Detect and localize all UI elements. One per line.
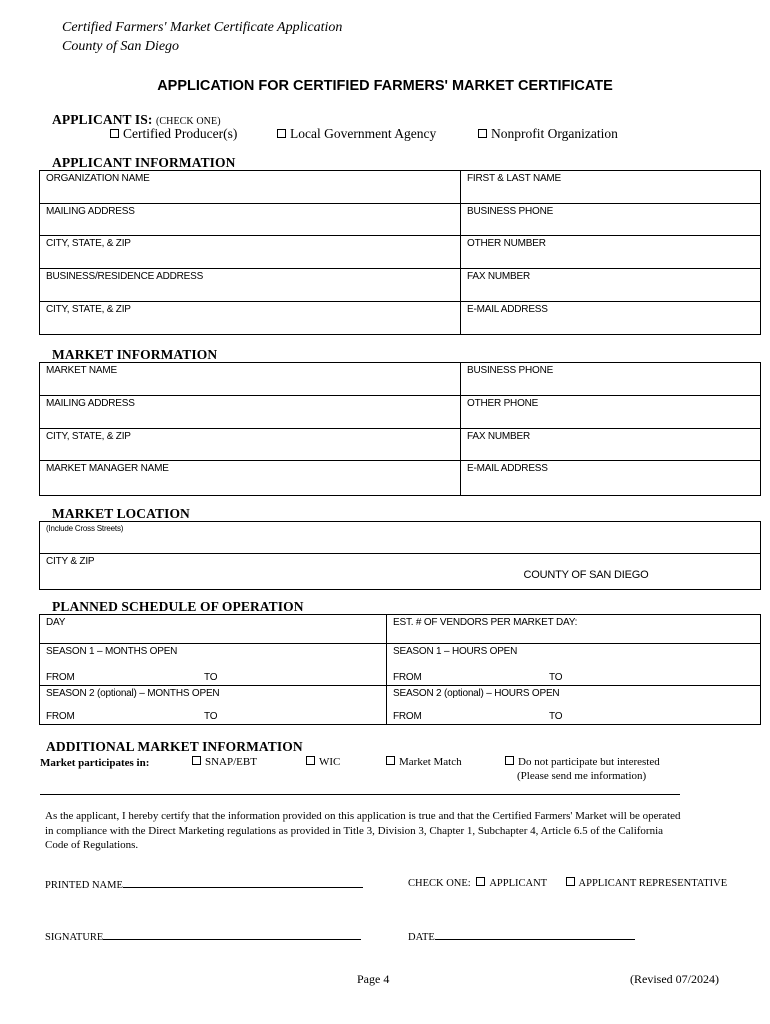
from-label: FROM bbox=[46, 711, 75, 722]
field-city-state-zip[interactable]: CITY, STATE, & ZIP bbox=[40, 236, 461, 269]
applicant-label: APPLICANT bbox=[489, 878, 547, 889]
representative-label: APPLICANT REPRESENTATIVE bbox=[578, 878, 728, 889]
additional-heading: ADDITIONAL MARKET INFORMATION bbox=[46, 739, 303, 754]
to-label: TO bbox=[204, 672, 218, 683]
page-number: Page 4 bbox=[357, 972, 390, 986]
revised-date: (Revised 07/2024) bbox=[630, 972, 719, 986]
applicant-is-label: APPLICANT IS: bbox=[52, 112, 153, 127]
field-vendors[interactable]: EST. # OF VENDORS PER MARKET DAY: bbox=[387, 615, 761, 644]
field-location-city-zip[interactable] bbox=[40, 554, 761, 590]
from-label: FROM bbox=[46, 672, 75, 683]
checkbox-icon[interactable] bbox=[505, 756, 514, 765]
to-label: TO bbox=[549, 711, 563, 722]
to-label: TO bbox=[549, 672, 563, 683]
date-label: DATE bbox=[408, 932, 435, 943]
field-business-residence-address[interactable]: BUSINESS/RESIDENCE ADDRESS bbox=[40, 269, 461, 302]
applicant-info-table bbox=[39, 170, 761, 335]
field-market-other-phone[interactable]: OTHER PHONE bbox=[461, 396, 761, 429]
season2-months-label: SEASON 2 (optional) – MONTHS OPEN bbox=[46, 688, 220, 699]
signature-label: SIGNATURE bbox=[45, 932, 104, 943]
field-market-city-state-zip[interactable]: CITY, STATE, & ZIP bbox=[40, 429, 461, 461]
checkbox-icon[interactable] bbox=[277, 129, 286, 138]
option-label: Certified Producer(s) bbox=[123, 126, 238, 141]
option-label: Nonprofit Organization bbox=[491, 126, 618, 141]
option-label: Do not participate but interested bbox=[518, 756, 660, 768]
option-wic[interactable] bbox=[306, 756, 340, 768]
checkbox-icon[interactable] bbox=[476, 877, 485, 886]
printed-name-line[interactable] bbox=[123, 878, 363, 888]
participates-label: Market participates in: bbox=[40, 757, 150, 769]
field-market-email-address[interactable]: E-MAIL ADDRESS bbox=[461, 461, 761, 496]
field-email-address[interactable]: E-MAIL ADDRESS bbox=[461, 302, 761, 335]
field-market-mailing-address[interactable]: MAILING ADDRESS bbox=[40, 396, 461, 429]
field-mailing-address[interactable]: MAILING ADDRESS bbox=[40, 204, 461, 236]
market-info-heading: MARKET INFORMATION bbox=[52, 347, 218, 362]
page-title: APPLICATION FOR CERTIFIED FARMERS' MARKET CERTIFICATE bbox=[157, 78, 613, 94]
market-location-table bbox=[39, 521, 761, 590]
field-other-number[interactable]: OTHER NUMBER bbox=[461, 236, 761, 269]
schedule-table bbox=[39, 614, 761, 725]
from-label: FROM bbox=[393, 672, 422, 683]
date-line[interactable] bbox=[435, 930, 635, 940]
printed-name-row bbox=[45, 878, 363, 891]
field-season1-months[interactable] bbox=[40, 644, 387, 686]
checkbox-icon[interactable] bbox=[478, 129, 487, 138]
field-first-last-name[interactable]: FIRST & LAST NAME bbox=[461, 171, 761, 204]
city-zip-label: CITY & ZIP bbox=[46, 556, 95, 567]
divider bbox=[40, 794, 680, 795]
market-location-heading: MARKET LOCATION bbox=[52, 506, 190, 521]
check-one-label: CHECK ONE: bbox=[408, 878, 471, 889]
checkbox-icon[interactable] bbox=[192, 756, 201, 765]
interested-note: (Please send me information) bbox=[517, 770, 647, 782]
signature-row bbox=[45, 930, 361, 943]
field-market-manager-name[interactable]: MARKET MANAGER NAME bbox=[40, 461, 461, 496]
season1-months-label: SEASON 1 – MONTHS OPEN bbox=[46, 646, 178, 657]
header-title: Certified Farmers' Market Certificate Application bbox=[62, 20, 343, 35]
header-county: County of San Diego bbox=[62, 39, 180, 54]
market-info-table bbox=[39, 362, 761, 496]
county-label: COUNTY OF SAN DIEGO bbox=[523, 568, 649, 581]
option-label: WIC bbox=[319, 756, 341, 768]
field-business-phone[interactable]: BUSINESS PHONE bbox=[461, 204, 761, 236]
to-label: TO bbox=[204, 711, 218, 722]
option-label: Market Match bbox=[399, 756, 462, 768]
field-day[interactable]: DAY bbox=[40, 615, 387, 644]
field-season1-hours[interactable] bbox=[387, 644, 761, 686]
checkbox-icon[interactable] bbox=[306, 756, 315, 765]
option-label: SNAP/EBT bbox=[205, 756, 257, 768]
check-one-row bbox=[408, 877, 727, 889]
field-market-business-phone[interactable]: BUSINESS PHONE bbox=[461, 363, 761, 396]
option-snap-ebt[interactable] bbox=[192, 756, 257, 768]
field-cross-streets[interactable]: (Include Cross Streets) bbox=[40, 522, 761, 554]
schedule-heading: PLANNED SCHEDULE OF OPERATION bbox=[52, 599, 304, 614]
certification-text: As the applicant, I hereby certify that the information provided on this application is true and that the Certified Farmers' Market will be operated in compliance with the Direct Marketing regulations as provided in Title 3, Division 3, Chapter 1, Subchapter 4, Article 6.5 of the California Code of Regulations. bbox=[45, 810, 681, 851]
season1-hours-label: SEASON 1 – HOURS OPEN bbox=[393, 646, 518, 657]
field-fax-number[interactable]: FAX NUMBER bbox=[461, 269, 761, 302]
season2-hours-label: SEASON 2 (optional) – HOURS OPEN bbox=[393, 688, 560, 699]
date-row bbox=[408, 930, 635, 943]
printed-name-label: PRINTED NAME bbox=[45, 880, 123, 891]
field-market-name[interactable]: MARKET NAME bbox=[40, 363, 461, 396]
field-market-fax-number[interactable]: FAX NUMBER bbox=[461, 429, 761, 461]
checkbox-icon[interactable] bbox=[566, 877, 575, 886]
applicant-is-hint: (CHECK ONE) bbox=[155, 116, 221, 127]
checkbox-icon[interactable] bbox=[110, 129, 119, 138]
option-market-match[interactable] bbox=[386, 756, 462, 768]
applicant-info-heading: APPLICANT INFORMATION bbox=[52, 155, 236, 170]
option-certified-producer[interactable] bbox=[110, 126, 237, 142]
signature-line[interactable] bbox=[103, 930, 361, 940]
checkbox-icon[interactable] bbox=[386, 756, 395, 765]
field-season2-months[interactable] bbox=[40, 686, 387, 725]
from-label: FROM bbox=[393, 711, 422, 722]
field-season2-hours[interactable] bbox=[387, 686, 761, 725]
option-local-government[interactable] bbox=[277, 126, 436, 142]
option-nonprofit[interactable] bbox=[478, 126, 618, 142]
field-city-state-zip-2[interactable]: CITY, STATE, & ZIP bbox=[40, 302, 461, 335]
option-label: Local Government Agency bbox=[290, 126, 437, 141]
field-organization-name[interactable]: ORGANIZATION NAME bbox=[40, 171, 461, 204]
option-interested[interactable] bbox=[505, 756, 660, 768]
